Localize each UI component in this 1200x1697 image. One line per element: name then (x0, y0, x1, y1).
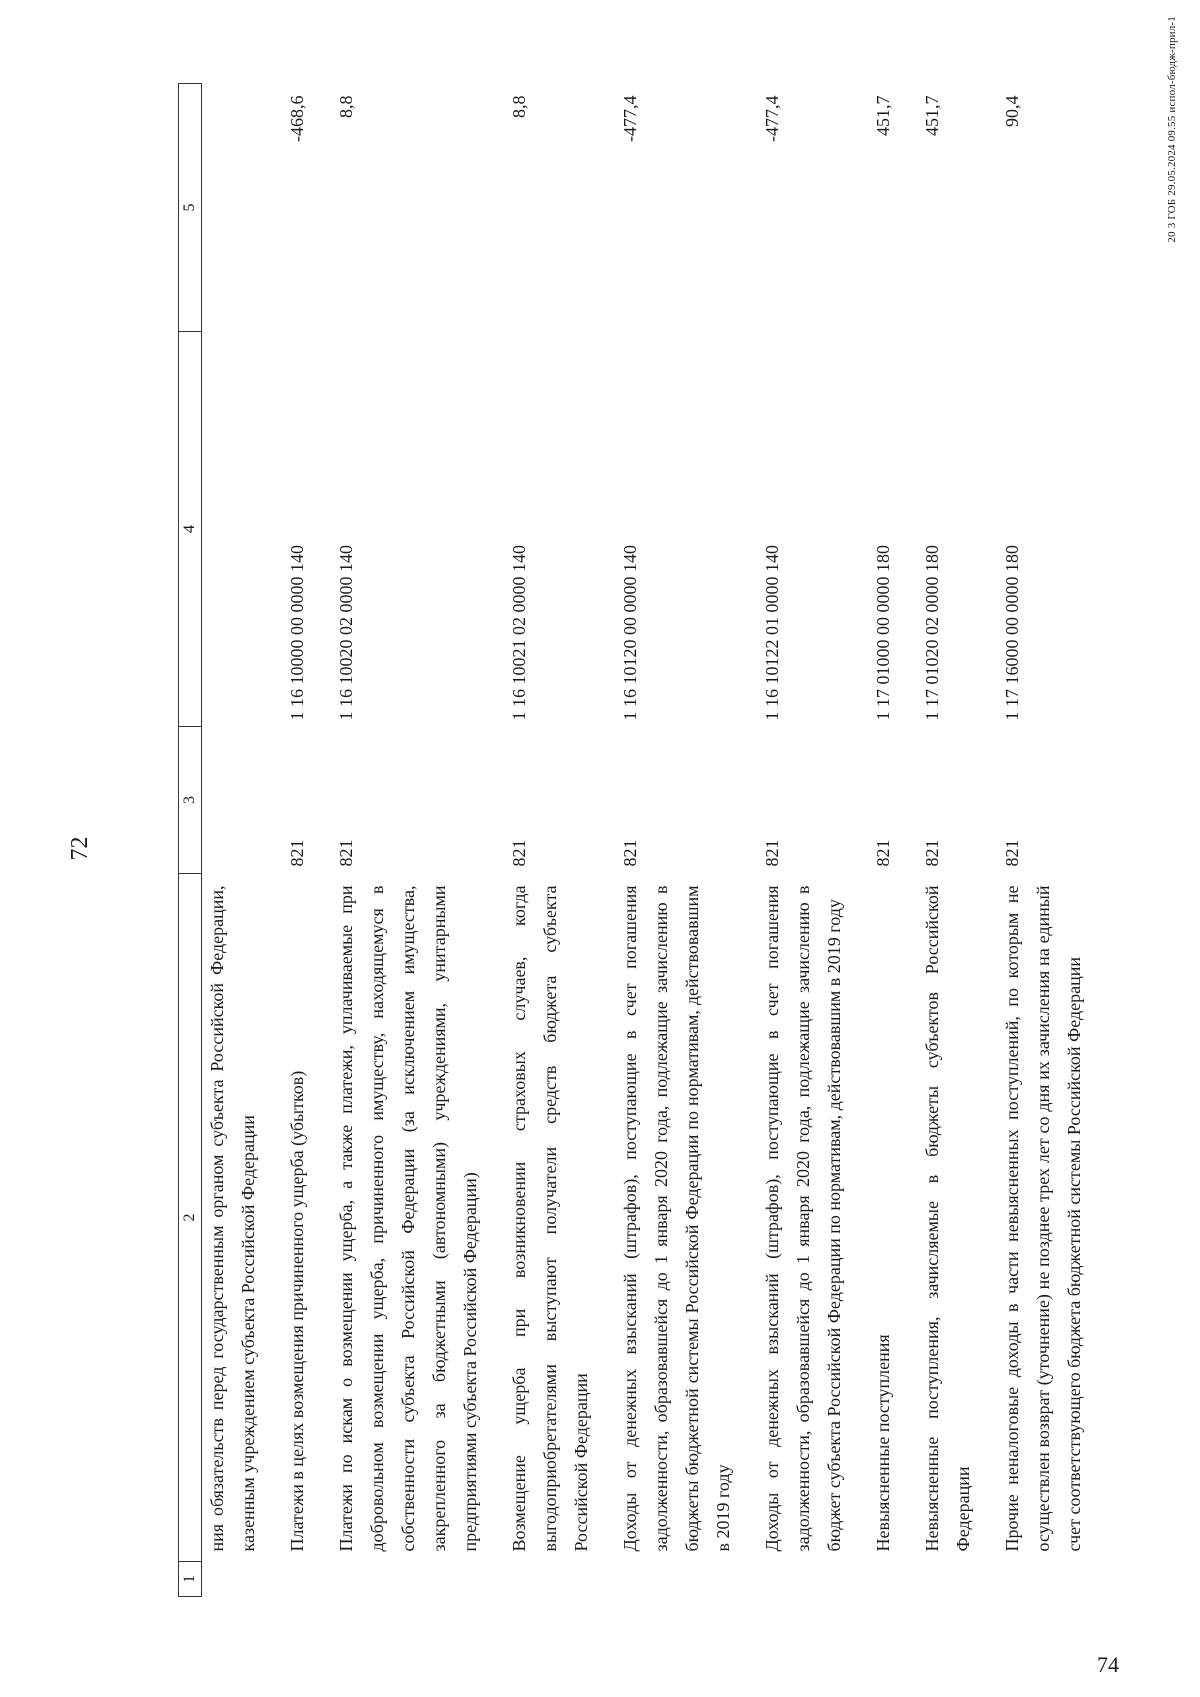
amount-value: 8,8 (336, 95, 356, 118)
row-number-cell (997, 1562, 1108, 1597)
row-number-cell (615, 1562, 757, 1597)
table-row (997, 84, 1108, 1597)
admin-code: 821 (509, 839, 529, 867)
column-header-4: 4 (179, 332, 202, 727)
admin-code: 821 (620, 839, 640, 867)
row-number-cell (282, 1562, 331, 1597)
budget-classification-code: 1 16 10021 02 0000 140 (509, 545, 529, 721)
table-row (331, 84, 504, 1597)
table-row (615, 84, 757, 1597)
income-description: Доходы от денежных взысканий (штрафов), поступающие в счет погашения задолженности, образовавшейся до 1 января 2020 года, подлежащие зачислению в бюджеты бюджетной системы Российской Федерации по нормативам, действовавшим в 2019 году (620, 885, 733, 1552)
budget-classification-code (202, 332, 283, 727)
income-description: Доходы от денежных взысканий (штрафов), поступающие в счет погашения задолженности, образовавшейся до 1 января 2020 года, подлежащие зачислению в бюджет субъекта Российской Федерации по нормативам, действовавшим в 2019 году (762, 885, 844, 1552)
amount-value: 90,4 (1002, 95, 1022, 127)
page-number: 72 (67, 836, 93, 861)
table-row (504, 84, 615, 1597)
budget-classification-code: 1 17 01000 00 0000 180 (873, 545, 893, 721)
table-row (202, 84, 283, 1597)
amount-value: -468,6 (287, 95, 307, 142)
column-number-header (179, 84, 202, 1597)
income-description: Прочие неналоговые доходы в части невыясненных поступлений, по которым не осуществлен возврат (уточнение) не позднее трех лет со дня их зачисления на единый счет соответствующего бюджета бюджетной системы Российской Федерации (1002, 885, 1084, 1552)
table-row (917, 84, 997, 1597)
budget-classification-code: 1 17 16000 00 0000 180 (1002, 545, 1022, 721)
income-description: Возмещение ущерба при возникновении страховых случаев, когда выгодоприобретателями выступают получатели средств бюджета субъекта Российской Федерации (509, 885, 591, 1552)
amount-value: -477,4 (762, 95, 782, 142)
amount-value: 8,8 (509, 95, 529, 118)
column-header-5: 5 (179, 84, 202, 332)
table-row (868, 84, 917, 1597)
admin-code: 821 (762, 839, 782, 867)
budget-classification-code: 1 16 10020 02 0000 140 (336, 545, 356, 721)
admin-code (202, 727, 283, 874)
budget-classification-code: 1 17 01020 02 0000 180 (922, 545, 942, 721)
row-number-cell (202, 1562, 283, 1597)
admin-code: 821 (1002, 839, 1022, 867)
amount-value: -477,4 (620, 95, 640, 142)
admin-code: 821 (336, 839, 356, 867)
row-number-cell (757, 1562, 868, 1597)
revenue-table (178, 83, 1108, 1597)
column-header-2: 2 (179, 874, 202, 1562)
income-description: Платежи по искам о возмещении ущерба, а также платежи, уплачиваемые при добровольном возмещении ущерба, причиненного имуществу, находящемуся в собственности субъекта Российской Федерации (за исключением имущества, закрепленного за бюджетными (автономными) учреждениями, унитарными предприятиями субъекта Российской Федерации) (336, 885, 480, 1552)
admin-code: 821 (922, 839, 942, 867)
row-number-cell (868, 1562, 917, 1597)
amount-value: 451,7 (873, 95, 893, 136)
income-description: ния обязательств перед государственным органом субъекта Российской Федерации, казенным учреждением субъекта Российской Федерации (207, 885, 258, 1552)
column-header-3: 3 (179, 727, 202, 874)
budget-classification-code: 1 16 10120 00 0000 140 (620, 545, 640, 721)
document-footer-code: 20 3 ГОБ 29.05.2024 09.55 испол-бюдж-прил-1 (1166, 16, 1178, 243)
row-number-cell (917, 1562, 997, 1597)
income-description: Невыясненные поступления (873, 1334, 893, 1552)
table-row (282, 84, 331, 1597)
bottom-page-number: 74 (1097, 1652, 1119, 1677)
admin-code: 821 (873, 839, 893, 867)
table-row (757, 84, 868, 1597)
amount-value: 451,7 (922, 95, 942, 136)
column-header-1: 1 (179, 1562, 202, 1597)
budget-classification-code: 1 16 10122 01 0000 140 (762, 545, 782, 721)
row-number-cell (504, 1562, 615, 1597)
income-description: Невыясненные поступления, зачисляемые в бюджеты субъектов Российской Федерации (922, 885, 973, 1552)
budget-classification-code: 1 16 10000 00 0000 140 (287, 545, 307, 721)
amount-value (202, 84, 283, 332)
admin-code: 821 (287, 839, 307, 867)
row-number-cell (331, 1562, 504, 1597)
income-description: Платежи в целях возмещения причиненного ущерба (убытков) (287, 1070, 307, 1552)
